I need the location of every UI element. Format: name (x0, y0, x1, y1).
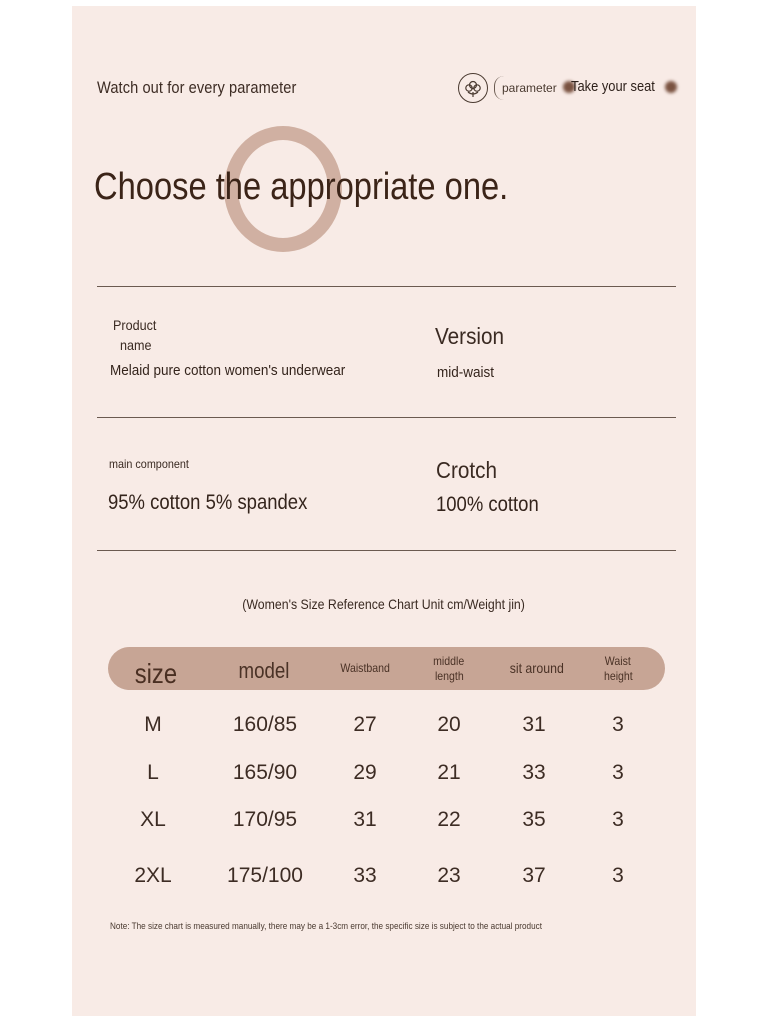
cell-sit-around: 31 (522, 713, 546, 736)
cell-size: XL (140, 808, 166, 831)
size-chart-note: Note: The size chart is measured manually, there may be a 1-3cm error, the specific size is subject to the actual product (110, 921, 543, 932)
divider-bottom (97, 550, 676, 551)
cell-middle-length: 23 (437, 864, 461, 887)
header-sit-around: sit around (509, 659, 565, 676)
cell-waistband: 31 (353, 808, 377, 831)
component-value: 95% cotton 5% spandex (108, 491, 308, 514)
cell-size: L (147, 761, 159, 784)
size-chart-header (108, 647, 665, 690)
cell-model: 160/85 (232, 713, 298, 736)
product-label-line2: name (120, 337, 152, 353)
crotch-value: 100% cotton (436, 493, 539, 516)
size-chart-caption-text: (Women's Size Reference Chart Unit cm/Weight jin) (242, 596, 526, 612)
product-name-value: Melaid pure cotton women's underwear (110, 362, 346, 379)
cell-waistband: 29 (353, 761, 377, 784)
header-size: size (134, 658, 177, 689)
divider-middle (97, 417, 676, 418)
cotton-flower-icon (458, 73, 488, 103)
version-value: mid-waist (437, 364, 495, 381)
header-waist-height: Waist height (603, 653, 633, 683)
cell-size: 2XL (134, 864, 172, 887)
cell-middle-length: 20 (437, 713, 461, 736)
cell-sit-around: 35 (522, 808, 546, 831)
table-row (72, 805, 696, 835)
cell-middle-length: 22 (437, 808, 461, 831)
cell-model: 165/90 (232, 761, 298, 784)
header-waistband: Waistband (340, 661, 390, 675)
cell-model: 175/100 (227, 864, 303, 887)
seat-right-blob-icon (665, 81, 677, 93)
cell-middle-length: 21 (437, 761, 461, 784)
table-row (72, 861, 696, 891)
cell-sit-around: 33 (522, 761, 546, 784)
header-middle-length: middle length (433, 653, 465, 683)
header-model: model (238, 657, 290, 683)
version-label: Version (435, 323, 505, 349)
cell-waist-height: 3 (612, 713, 624, 736)
parameter-tag (494, 76, 564, 100)
cell-waistband: 33 (353, 864, 377, 887)
size-guide-page (72, 6, 696, 1016)
cell-waistband: 27 (353, 713, 377, 736)
page-title: Choose the appropriate one. (94, 166, 509, 208)
cell-waist-height: 3 (612, 761, 624, 784)
table-row (72, 710, 696, 740)
seat-text: Take your seat (571, 78, 655, 95)
component-label: main component (109, 457, 189, 471)
cell-model: 170/95 (232, 808, 298, 831)
parameter-tag-label: parameter (502, 81, 557, 95)
cell-sit-around: 37 (522, 864, 546, 887)
divider-top (97, 286, 676, 287)
size-chart-caption (72, 596, 696, 612)
product-label-line1: Product (113, 317, 157, 333)
watch-parameter-text: Watch out for every parameter (97, 78, 297, 97)
cell-waist-height: 3 (612, 808, 624, 831)
cell-size: M (144, 713, 162, 736)
crotch-label: Crotch (436, 457, 497, 483)
cell-waist-height: 3 (612, 864, 624, 887)
table-row (72, 758, 696, 788)
take-your-seat-tag (563, 78, 677, 95)
